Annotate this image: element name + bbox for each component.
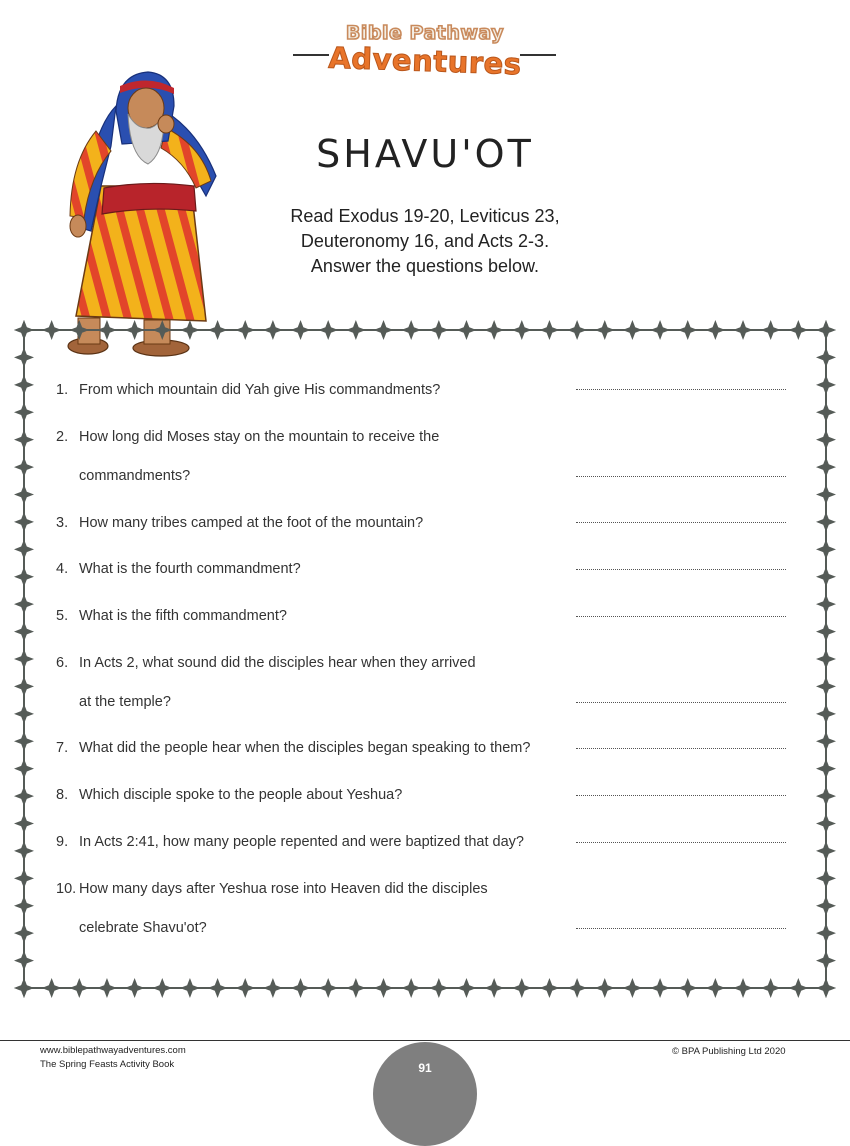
border-star	[14, 951, 34, 971]
border-star	[456, 320, 476, 340]
question-text: What is the fourth commandment?	[79, 561, 301, 577]
border-star	[622, 320, 642, 340]
footer-website: www.biblepathwayadventures.com	[40, 1045, 186, 1056]
instructions	[255, 204, 595, 279]
border-star	[705, 320, 725, 340]
instruction-line: Deuteronomy 16, and Acts 2-3.	[300, 231, 550, 251]
question-text: In Acts 2:41, how many people repented and were baptized that day?	[79, 834, 524, 850]
question-text: What is the fifth commandment?	[79, 608, 287, 624]
question-10	[56, 881, 488, 897]
border-star	[346, 320, 366, 340]
border-star	[788, 320, 808, 340]
border-star	[816, 978, 836, 998]
question-number: 1.	[56, 382, 69, 398]
border-star	[816, 457, 836, 477]
border-star	[401, 320, 421, 340]
border-star	[14, 814, 34, 834]
border-star	[816, 786, 836, 806]
instruction-line: Answer the questions below.	[310, 256, 540, 276]
border-star	[14, 676, 34, 696]
border-star	[291, 978, 311, 998]
question-text: From which mountain did Yah give His commandments?	[79, 382, 441, 398]
question-number: 2.	[56, 429, 69, 445]
border-star	[235, 978, 255, 998]
border-star	[816, 841, 836, 861]
border-star	[14, 402, 34, 422]
border-star	[263, 978, 283, 998]
page-title: SHAVU'OT	[316, 132, 534, 176]
border-star	[484, 978, 504, 998]
border-star	[14, 923, 34, 943]
question-4	[56, 561, 301, 577]
question-number: 7.	[56, 740, 69, 756]
answer-line-1[interactable]	[576, 389, 786, 390]
border-star	[14, 649, 34, 669]
border-star	[816, 375, 836, 395]
border-star	[816, 320, 836, 340]
border-star	[816, 512, 836, 532]
border-star	[816, 347, 836, 367]
answer-line-7[interactable]	[576, 748, 786, 749]
border-star	[816, 978, 836, 998]
footer-rule	[0, 1040, 850, 1041]
border-star	[761, 978, 781, 998]
question-9	[56, 834, 524, 850]
border-star	[14, 347, 34, 367]
border-star	[180, 978, 200, 998]
border-star	[401, 978, 421, 998]
border-star	[816, 622, 836, 642]
border-star	[14, 457, 34, 477]
border-star	[595, 978, 615, 998]
border-star	[14, 375, 34, 395]
border-star	[374, 320, 394, 340]
question-number: 6.	[56, 655, 69, 671]
border-star	[14, 896, 34, 916]
border-star	[14, 512, 34, 532]
border-star	[816, 704, 836, 724]
border-star	[816, 676, 836, 696]
border-star	[816, 814, 836, 834]
border-star	[346, 978, 366, 998]
border-star	[512, 320, 532, 340]
border-star	[14, 539, 34, 559]
question-number: 5.	[56, 608, 69, 624]
question-number: 4.	[56, 561, 69, 577]
moses-illustration	[56, 66, 226, 361]
border-star	[816, 594, 836, 614]
question-1	[56, 382, 440, 398]
border-star	[125, 978, 145, 998]
answer-line-8[interactable]	[576, 795, 786, 796]
border-star	[816, 731, 836, 751]
logo-line2: Adventures	[327, 40, 523, 82]
question-2-continued: commandments?	[79, 468, 191, 484]
answer-line-4[interactable]	[576, 569, 786, 570]
border-star	[14, 430, 34, 450]
border-star	[816, 430, 836, 450]
border-star	[816, 320, 836, 340]
footer-book-title: The Spring Feasts Activity Book	[40, 1059, 175, 1070]
question-text: In Acts 2, what sound did the disciples hear when they arrived	[79, 655, 476, 671]
border-star	[816, 896, 836, 916]
border-star	[456, 978, 476, 998]
border-star	[816, 402, 836, 422]
border-star	[622, 978, 642, 998]
question-number: 10.	[56, 881, 77, 897]
border-star	[235, 320, 255, 340]
border-star	[208, 978, 228, 998]
footer-copyright: © BPA Publishing Ltd 2020	[672, 1046, 786, 1057]
question-10-continued: celebrate Shavu'ot?	[79, 920, 207, 936]
border-star	[567, 978, 587, 998]
border-star	[14, 485, 34, 505]
question-text: How long did Moses stay on the mountain to receive the	[79, 429, 440, 445]
border-star	[567, 320, 587, 340]
border-star	[650, 978, 670, 998]
question-text: How many days after Yeshua rose into Heaven did the disciples	[79, 881, 488, 897]
question-5	[56, 608, 287, 624]
border-star	[761, 320, 781, 340]
border-star	[14, 594, 34, 614]
question-3	[56, 515, 423, 531]
border-star	[14, 704, 34, 724]
border-star	[14, 567, 34, 587]
answer-line-10[interactable]	[576, 928, 786, 929]
question-text: Which disciple spoke to the people about Yeshua?	[79, 787, 403, 803]
border-star	[484, 320, 504, 340]
border-star	[512, 978, 532, 998]
question-number: 3.	[56, 515, 69, 531]
border-star	[14, 868, 34, 888]
border-star	[14, 841, 34, 861]
border-star	[374, 978, 394, 998]
question-text: How many tribes camped at the foot of the mountain?	[79, 515, 424, 531]
border-star	[650, 320, 670, 340]
border-star	[595, 320, 615, 340]
border-star	[705, 978, 725, 998]
border-star	[733, 320, 753, 340]
border-star	[318, 978, 338, 998]
border-star	[14, 320, 34, 340]
border-star	[429, 978, 449, 998]
border-star	[42, 978, 62, 998]
border-star	[97, 978, 117, 998]
answer-line-9[interactable]	[576, 842, 786, 843]
answer-line-3[interactable]	[576, 522, 786, 523]
border-star	[539, 320, 559, 340]
border-star	[816, 485, 836, 505]
border-star	[678, 320, 698, 340]
border-star	[678, 978, 698, 998]
answer-line-2[interactable]	[576, 476, 786, 477]
border-star	[816, 759, 836, 779]
question-number: 8.	[56, 787, 69, 803]
border-star	[14, 978, 34, 998]
page-number: 91	[418, 1061, 432, 1075]
question-7	[56, 740, 530, 756]
question-text: What did the people hear when the disciples began speaking to them?	[79, 740, 531, 756]
instruction-line: Read Exodus 19-20, Leviticus 23,	[290, 206, 560, 226]
logo-line1: Bible Pathway	[345, 22, 505, 44]
border-star	[14, 731, 34, 751]
border-star	[69, 978, 89, 998]
answer-line-6[interactable]	[576, 702, 786, 703]
border-star	[291, 320, 311, 340]
border-star	[816, 951, 836, 971]
border-star	[788, 978, 808, 998]
border-star	[14, 320, 34, 340]
border-star	[816, 868, 836, 888]
border-star	[152, 978, 172, 998]
border-star	[263, 320, 283, 340]
border-star	[816, 923, 836, 943]
border-star	[14, 786, 34, 806]
question-8	[56, 787, 402, 803]
question-6-continued: at the temple?	[79, 694, 171, 710]
border-star	[816, 539, 836, 559]
border-star	[429, 320, 449, 340]
answer-line-5[interactable]	[576, 616, 786, 617]
border-star	[539, 978, 559, 998]
border-star	[318, 320, 338, 340]
border-star	[733, 978, 753, 998]
page-number-badge	[373, 1042, 477, 1146]
border-star	[14, 978, 34, 998]
border-star	[14, 759, 34, 779]
bible-pathway-logo	[290, 18, 560, 82]
border-star	[14, 622, 34, 642]
question-number: 9.	[56, 834, 69, 850]
border-star	[816, 567, 836, 587]
question-2	[56, 429, 439, 445]
border-star	[816, 649, 836, 669]
question-6	[56, 655, 476, 671]
